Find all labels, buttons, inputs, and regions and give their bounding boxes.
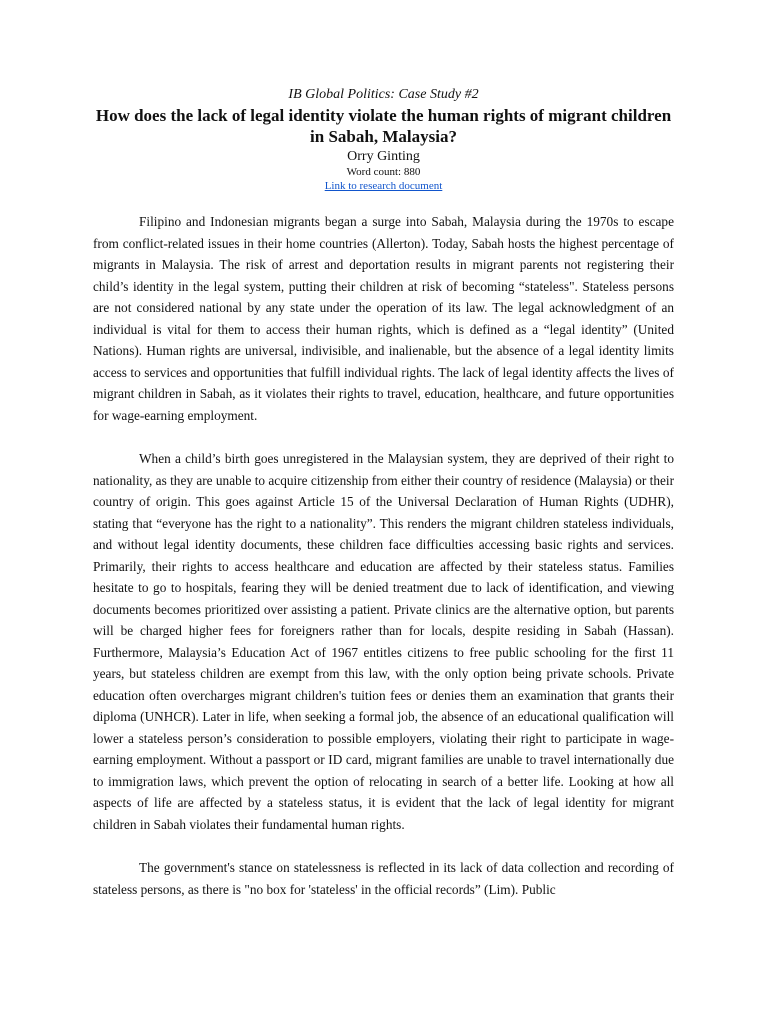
- paragraph: When a child’s birth goes unregistered in the Malaysian system, they are deprived of their right to nationality, as they are unable to acquire citizenship from either their country of residence (Malaysia) or their country of origin. This goes against Article 15 of the Universal Declaration of Human Rights (UDHR), stating that “everyone has the right to a nationality”. This renders the migrant children stateless individuals, and without legal identity documents, these children face difficulties accessing basic rights and services. Primarily, their rights to access healthcare and education are affected by their stateless status. Families hesitate to go to hospitals, fearing they will be denied treatment due to lack of identification, and viewing documents becomes prioritized over assisting a patient. Private clinics are the alternative option, but parents will be charged higher fees for foreigners rather than for locals, despite residing in Sabah (Hassan). Furthermore, Malaysia’s Education Act of 1967 entitles citizens to free public schooling for the first 11 years, but stateless children are exempt from this law, with the only option being private schools. Private education often overcharges migrant children's tuition fees or denies them an examination that grants their diploma (UNHCR). Later in life, when seeking a formal job, the absence of an educational qualification will lower a stateless person’s consideration to possible employers, violating their right to participate in wage-earning employment. Without a passport or ID card, migrant families are unable to travel internationally due to immigration laws, which prevent the option of relocating in search of a better life. Looking at how all aspects of life are affected by a stateless status, it is evident that the lack of legal identity for migrant children in Sabah violates their fundamental human rights.: [93, 451, 674, 832]
- paragraph: Filipino and Indonesian migrants began a surge into Sabah, Malaysia during the 1970s to escape from conflict-related issues in their home countries (Allerton). Today, Sabah hosts the highest percentage of migrants in Malaysia. The risk of arrest and deportation results in migrant parents not registering their child’s identity in the legal system, putting their children at risk of becoming “stateless". Stateless persons are not considered national by any state under the operation of its law. The legal acknowledgment of an individual is vital for them to access their human rights, which is defined as a “legal identity” (United Nations). Human rights are universal, indivisible, and inalienable, but the absence of a legal identity limits access to services and opportunities that fulfill individual rights. The lack of legal identity affects the lives of migrant children in Sabah, as it violates their rights to travel, education, healthcare, and future opportunities for wage-earning employment.: [93, 214, 674, 423]
- document-page: [93, 86, 674, 922]
- document-header: [93, 86, 674, 194]
- document-body: [93, 211, 674, 900]
- word-count: Word count: 880: [346, 166, 421, 178]
- author-name: Orry Ginting: [347, 149, 420, 164]
- document-title: How does the lack of legal identity violate the human rights of migrant children in Sabah, Malaysia?: [95, 106, 672, 146]
- research-document-link[interactable]: Link to research document: [324, 180, 443, 192]
- course-subtitle: IB Global Politics: Case Study #2: [288, 87, 479, 102]
- paragraph: The government's stance on statelessness is reflected in its lack of data collection and recording of stateless persons, as there is "no box for 'stateless' in the official records” (Lim). Public: [93, 860, 674, 897]
